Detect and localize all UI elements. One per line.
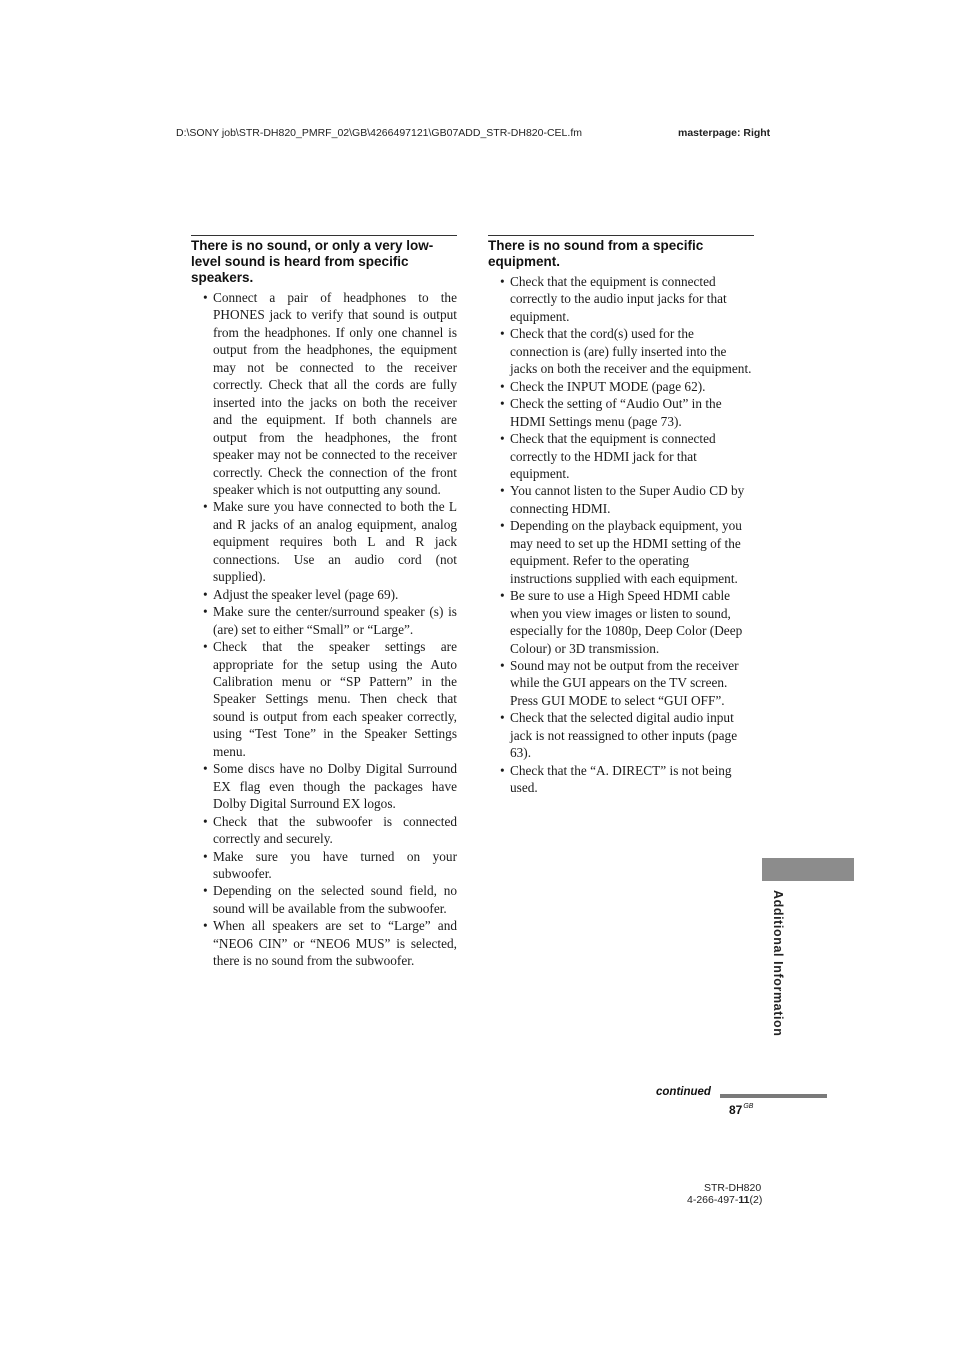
list-item-text: Check that the cord(s) used for the connection is (are) fully inserted into the jacks on both the receiver and the equipment.: [510, 326, 752, 377]
bullet-mark: •: [500, 396, 505, 412]
list-item: [191, 603, 457, 638]
list-item: [488, 378, 754, 395]
right-heading: There is no sound from a specific equipment.: [488, 238, 704, 269]
bullet-mark: •: [203, 499, 208, 515]
bullet-mark: •: [203, 761, 208, 777]
document-code-bold: 11: [738, 1194, 750, 1206]
bullet-mark: •: [500, 588, 505, 604]
list-item: [191, 813, 457, 848]
list-item-text: Check that the selected digital audio input jack is not reassigned to other inputs (page 63).: [510, 710, 738, 761]
list-item: [488, 273, 754, 325]
list-item: [488, 587, 754, 657]
list-item: [488, 709, 754, 761]
bullet-mark: •: [203, 639, 208, 655]
bullet-mark: •: [203, 586, 208, 602]
bullet-mark: •: [500, 710, 505, 726]
bullet-mark: •: [500, 274, 505, 289]
list-item-text: Check that the equipment is connected correctly to the HDMI jack for that equipment.: [510, 431, 716, 481]
list-item-text: When all speakers are set to “Large” and “NEO6 CIN” or “NEO6 MUS” is selected, there is no sound from the subwoofer.: [213, 918, 457, 969]
list-item-text: Check that the “A. DIRECT” is not being used.: [510, 762, 732, 796]
section-tab: [762, 858, 854, 881]
right-heading-rule: [488, 235, 754, 236]
list-item: [488, 657, 754, 709]
list-item: [191, 498, 457, 585]
list-item-text: Make sure the center/surround speaker (s) is (are) set to either “Small” or “Large”.: [213, 604, 457, 637]
list-item-text: Depending on the selected sound field, no sound will be available from the subwoofer.: [213, 883, 457, 916]
left-column: [191, 235, 457, 970]
list-item: [191, 586, 457, 603]
list-item: [191, 638, 457, 760]
list-item-text: Check that the subwoofer is connected correctly and securely.: [213, 813, 457, 847]
page-number-value: 87: [729, 1103, 743, 1117]
list-item: [488, 395, 754, 430]
section-side-label: Additional Information: [771, 890, 785, 1037]
continued-bar: [720, 1094, 827, 1098]
model-number: STR-DH820: [704, 1182, 762, 1194]
list-item-text: Connect a pair of headphones to the PHONES jack to verify that sound is output from the headphones. If only one channel is output from the headphones, the equipment may not be connected to the receiver correctly. Check that all the cords are fully inserted into the jacks on both the receiver and the equipment. If both channels are output from the headphones, the front speaker may not be connected to the receiver correctly. Check the connection of the front speaker which is not outputting any sound.: [213, 290, 457, 497]
list-item: [488, 482, 754, 517]
document-code-suffix: (2): [749, 1194, 763, 1206]
bullet-mark: •: [203, 883, 208, 899]
list-item-text: Make sure you have turned on your subwoofer.: [213, 848, 457, 881]
list-item: [191, 917, 457, 969]
list-item: [191, 289, 457, 498]
list-item-text: Check that the speaker settings are appropriate for the setup using the Auto Calibration menu or “SP Pattern” in the Speaker Settings menu. Then check that sound is output from each speaker correctly, using “Test Tone” in the Speaker Settings menu.: [213, 639, 457, 759]
list-item-text: Be sure to use a High Speed HDMI cable when you view images or listen to sound, especially for the 1080p, Deep Color (Deep Colour) or 3D transmission.: [510, 588, 743, 656]
left-heading-rule: [191, 235, 457, 236]
page-number: [729, 1103, 753, 1117]
bullet-mark: •: [500, 326, 505, 342]
list-item-text: Check the setting of “Audio Out” in the HDMI Settings menu (page 73).: [510, 396, 722, 429]
list-item: [191, 848, 457, 883]
bullet-mark: •: [203, 848, 208, 864]
bullet-mark: •: [500, 518, 505, 534]
document-code: [687, 1194, 762, 1206]
list-item: [488, 430, 754, 482]
list-item-text: Adjust the speaker level (page 69).: [213, 586, 399, 602]
page-number-suffix: GB: [743, 1103, 754, 1110]
list-item-text: Depending on the playback equipment, you may need to set up the HDMI setting of the equipment. Refer to the operating instructions supplied with each equipment.: [510, 518, 742, 586]
bullet-mark: •: [500, 762, 505, 778]
left-bullet-list: [191, 289, 457, 970]
list-item-text: Check the INPUT MODE (page 62).: [510, 378, 706, 394]
bullet-mark: •: [500, 378, 505, 394]
header-masterpage: masterpage: Right: [678, 127, 771, 139]
document-code-prefix: 4-266-497-: [687, 1194, 739, 1206]
list-item-text: Some discs have no Dolby Digital Surround EX flag even though the packages have Dolby Digital Surround EX logos.: [213, 761, 457, 812]
right-bullet-list: [488, 273, 754, 797]
list-item: [191, 760, 457, 812]
bullet-mark: •: [500, 431, 505, 447]
list-item: [488, 325, 754, 377]
list-item-text: You cannot listen to the Super Audio CD by connecting HDMI.: [510, 483, 745, 516]
bullet-mark: •: [203, 918, 208, 934]
list-item-text: Make sure you have connected to both the L and R jacks of an analog equipment, analog equipment requires both L and R jack connections. Use an audio cord (not supplied).: [213, 499, 457, 585]
list-item: [488, 517, 754, 587]
list-item-text: Sound may not be output from the receiver while the GUI appears on the TV screen. Press GUI MODE to select “GUI OFF”.: [510, 657, 739, 708]
bullet-mark: •: [203, 604, 208, 620]
right-column: [488, 235, 754, 797]
header-file-path: D:\SONY job\STR-DH820_PMRF_02\GB\4266497121\GB07ADD_STR-DH820-CEL.fm: [176, 127, 582, 139]
list-item: [488, 762, 754, 797]
continued-label: continued: [656, 1086, 711, 1098]
bullet-mark: •: [203, 813, 208, 829]
list-item-text: Check that the equipment is connected correctly to the audio input jacks for that equipment.: [510, 274, 727, 324]
bullet-mark: •: [500, 657, 505, 673]
list-item: [191, 882, 457, 917]
bullet-mark: •: [500, 483, 505, 499]
left-heading: There is no sound, or only a very low-level sound is heard from specific speakers.: [191, 238, 434, 285]
bullet-mark: •: [203, 290, 208, 305]
